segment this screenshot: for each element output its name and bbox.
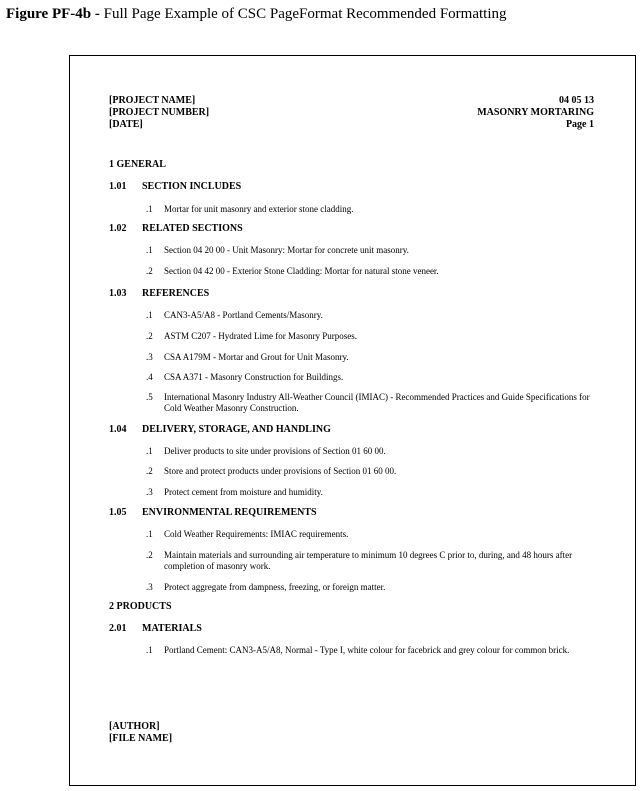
article-title: ENVIRONMENTAL REQUIREMENTS bbox=[142, 507, 317, 518]
file-name: [FILE NAME] bbox=[109, 733, 173, 744]
item-text: Protect cement from moisture and humidity. bbox=[164, 487, 323, 497]
item-text: CSA A179M - Mortar and Grout for Unit Masonry. bbox=[164, 352, 349, 362]
item-text: Mortar for unit masonry and exterior stone cladding. bbox=[164, 204, 354, 214]
item-number: .2 bbox=[146, 266, 153, 276]
header-left bbox=[109, 95, 209, 131]
figure-title: Full Page Example of CSC PageFormat Recommended Formatting bbox=[99, 6, 507, 22]
item-number: .2 bbox=[146, 331, 153, 341]
item-text: CSA A371 - Masonry Construction for Buildings. bbox=[164, 372, 344, 382]
author: [AUTHOR] bbox=[109, 721, 160, 732]
page-footer bbox=[109, 721, 172, 745]
section-title: MASONRY MORTARING bbox=[477, 107, 594, 118]
project-name: [PROJECT NAME] bbox=[109, 95, 196, 106]
part-title: 2 PRODUCTS bbox=[109, 601, 172, 612]
article-title: MATERIALS bbox=[142, 623, 202, 634]
item-text: ASTM C207 - Hydrated Lime for Masonry Purposes. bbox=[164, 331, 357, 341]
item-number: .1 bbox=[146, 446, 153, 456]
spec-page bbox=[69, 55, 636, 786]
figure-caption bbox=[6, 6, 507, 23]
header-right bbox=[477, 95, 594, 131]
item-number: .2 bbox=[146, 466, 153, 476]
project-number: [PROJECT NUMBER] bbox=[109, 107, 210, 118]
item-number: .2 bbox=[146, 550, 153, 560]
article-title: RELATED SECTIONS bbox=[142, 223, 243, 234]
item-text: Protect aggregate from dampness, freezing, or foreign matter. bbox=[164, 582, 386, 592]
item-text: CAN3-A5/A8 - Portland Cements/Masonry. bbox=[164, 310, 323, 320]
section-number: 04 05 13 bbox=[559, 95, 594, 106]
item-text: Portland Cement: CAN3-A5/A8, Normal - Type I, white colour for facebrick and grey colour for common brick. bbox=[164, 645, 570, 655]
article-number: 1.04 bbox=[109, 424, 127, 435]
item-text: International Masonry Industry All-Weather Council (IMIAC) - Recommended Practices and Guide Specifications for Cold Weather Masonry Construction. bbox=[164, 392, 590, 413]
item-text: Section 04 20 00 - Unit Masonry: Mortar for concrete unit masonry. bbox=[164, 245, 409, 255]
item-number: .3 bbox=[146, 582, 153, 592]
article-number: 1.03 bbox=[109, 288, 127, 299]
item-text: Cold Weather Requirements: IMIAC requirements. bbox=[164, 529, 349, 539]
article-title: DELIVERY, STORAGE, AND HANDLING bbox=[142, 424, 331, 435]
part-title: 1 GENERAL bbox=[109, 159, 166, 170]
article-number: 1.05 bbox=[109, 507, 127, 518]
item-number: .1 bbox=[146, 645, 153, 655]
article-number: 1.02 bbox=[109, 223, 127, 234]
article-number: 1.01 bbox=[109, 181, 127, 192]
item-number: .1 bbox=[146, 204, 153, 214]
item-number: .1 bbox=[146, 245, 153, 255]
item-number: .3 bbox=[146, 487, 153, 497]
article-number: 2.01 bbox=[109, 623, 127, 634]
article-title: REFERENCES bbox=[142, 288, 210, 299]
item-number: .1 bbox=[146, 310, 153, 320]
item-number: .3 bbox=[146, 352, 153, 362]
item-text: Section 04 42 00 - Exterior Stone Cladding: Mortar for natural stone veneer. bbox=[164, 266, 439, 276]
page-number: Page 1 bbox=[565, 119, 594, 130]
item-number: .5 bbox=[146, 392, 153, 402]
figure-label: Figure PF-4b - bbox=[6, 6, 100, 22]
project-date: [DATE] bbox=[109, 119, 143, 130]
item-text: Deliver products to site under provisions of Section 01 60 00. bbox=[164, 446, 386, 456]
item-text: Store and protect products under provisions of Section 01 60 00. bbox=[164, 466, 397, 476]
article-title: SECTION INCLUDES bbox=[142, 181, 242, 192]
item-text: Maintain materials and surrounding air temperature to minimum 10 degrees C prior to, during, and 48 hours after completion of masonry work. bbox=[164, 550, 573, 571]
item-number: .4 bbox=[146, 372, 153, 382]
item-number: .1 bbox=[146, 529, 153, 539]
